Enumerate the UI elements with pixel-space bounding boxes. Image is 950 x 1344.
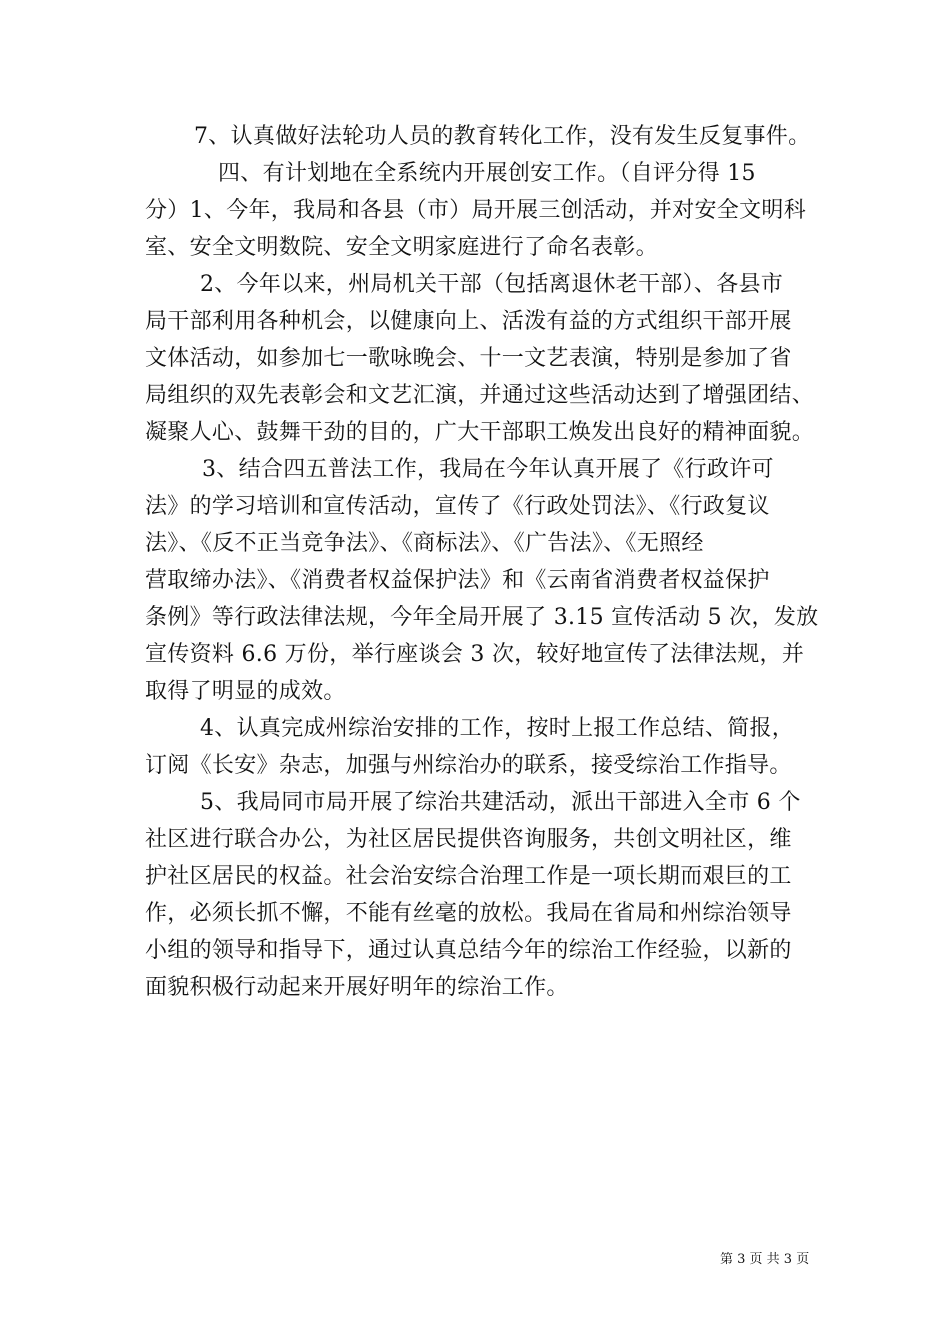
text-line: 2、今年以来，州局机关干部（包括离退休老干部）、各县市 [200, 272, 784, 297]
page-number: 第 3 页 共 3 页 [720, 1252, 810, 1267]
text-line: 3、结合四五普法工作，我局在今年认真开展了《行政许可 [202, 457, 774, 482]
section-heading: 四、有计划地在全系统内开展创安工作。（自评分得 15 [218, 161, 756, 186]
text-line: 文体活动，如参加七一歌咏晚会、十一文艺表演，特别是参加了省 [145, 346, 792, 371]
text-line: 分）1、今年，我局和各县（市）局开展三创活动，并对安全文明科 [145, 198, 806, 223]
text-line: 小组的领导和指导下，通过认真总结今年的综治工作经验，以新的 [145, 938, 792, 963]
text-line: 局组织的双先表彰会和文艺汇演，并通过这些活动达到了增强团结、 [145, 383, 815, 408]
text-line: 社区进行联合办公，为社区居民提供咨询服务，共创文明社区，维 [145, 827, 792, 852]
text-line: 5、我局同市局开展了综治共建活动，派出干部进入全市 6 个 [200, 790, 801, 815]
text-line: 订阅《长安》杂志，加强与州综治办的联系，接受综治工作指导。 [145, 753, 792, 778]
text-line: 面貌积极行动起来开展好明年的综治工作。 [145, 975, 569, 1000]
text-line: 宣传资料 6.6 万份，举行座谈会 3 次，较好地宣传了法律法规，并 [145, 642, 805, 667]
text-line: 4、认真完成州综治安排的工作，按时上报工作总结、简报， [200, 716, 795, 741]
text-line: 7、认真做好法轮功人员的教育转化工作，没有发生反复事件。 [194, 124, 811, 149]
text-line: 作，必须长抓不懈，不能有丝毫的放松。我局在省局和州综治领导 [145, 901, 792, 926]
text-line: 室、安全文明数院、安全文明家庭进行了命名表彰。 [145, 235, 658, 260]
text-line: 凝聚人心、鼓舞干劲的目的，广大干部职工焕发出良好的精神面貌。 [145, 420, 815, 445]
text-line: 营取缔办法》、《消费者权益保护法》和《云南省消费者权益保护 [145, 568, 770, 593]
text-line: 法》的学习培训和宣传活动，宣传了《行政处罚法》、《行政复议 [145, 494, 770, 519]
text-line: 取得了明显的成效。 [145, 679, 346, 704]
text-line: 护社区居民的权益。社会治安综合治理工作是一项长期而艰巨的工 [145, 864, 792, 889]
text-line: 条例》等行政法律法规，今年全局开展了 3.15 宣传活动 5 次，发放 [145, 605, 819, 630]
text-line: 局干部利用各种机会，以健康向上、活泼有益的方式组织干部开展 [145, 309, 792, 334]
text-line: 法》、《反不正当竞争法》、《商标法》、《广告法》、《无照经 [145, 531, 704, 556]
